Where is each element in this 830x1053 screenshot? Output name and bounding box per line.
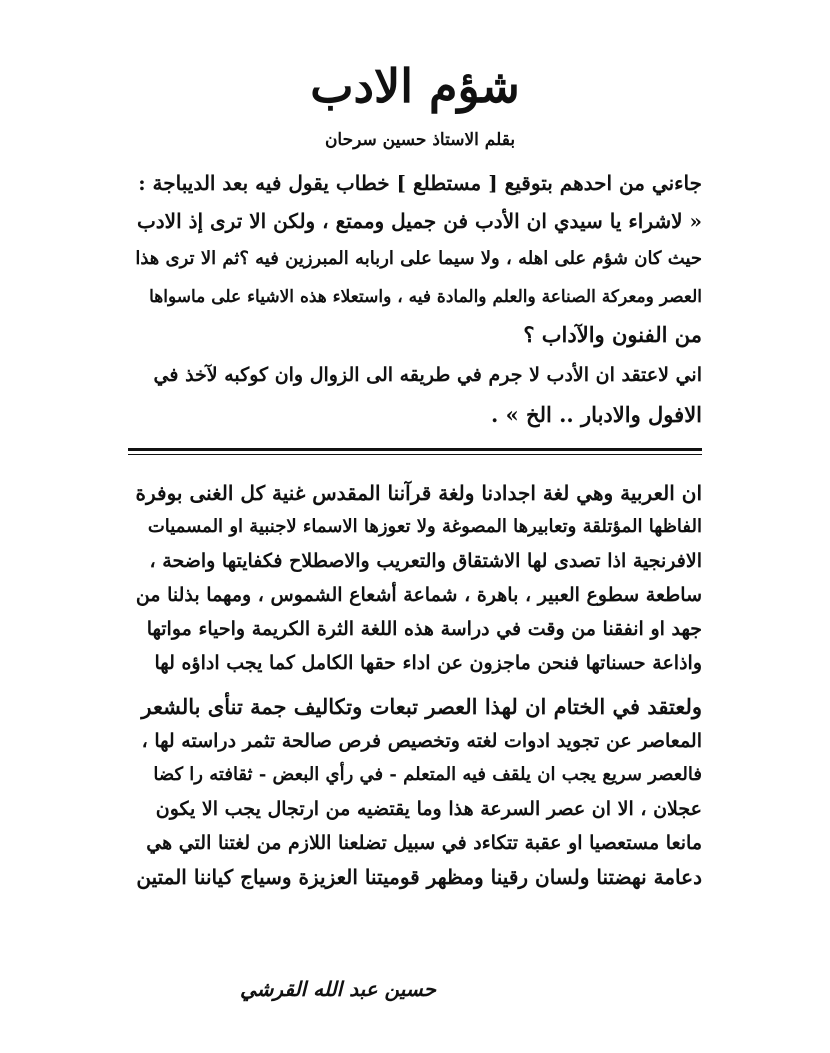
- body-line: مانعا مستعصيا او عقبة تتكاءد في سبيل تضلعنا اللازم من لغتنا التي هي: [146, 832, 702, 854]
- body-line: واذاعة حسناتها فنحن ماجزون عن اداء حقها الكامل كما يجب اداؤه لها: [154, 652, 702, 674]
- body-line: فالعصر سريع يجب ان يلقف فيه المتعلم - في رأي البعض - ثقافته را كضا: [153, 764, 702, 785]
- quote-line: اني لاعتقد ان الأدب لا جرم في طريقه الى الزوال وان كوكبه لآخذ في: [153, 364, 702, 386]
- body-line: الفاظها المؤتلقة وتعابيرها المصوغة ولا تعوزها الاسماء لاجنبية او المسميات: [147, 516, 702, 537]
- quote-line: جاءني من احدهم بتوقيع [ مستطلع ] خطاب يقول فيه بعد الديباجة :: [138, 171, 702, 195]
- body-line: جهد او انفقنا من وقت في دراسة هذه اللغة الثرة الكريمة واحياء مواتها: [146, 618, 702, 640]
- author-signature: حسين عبد الله القرشي: [239, 977, 437, 1001]
- quote-line: من الفنون والآداب ؟: [523, 322, 702, 347]
- quote-line: حيث كان شؤم على اهله ، ولا سيما على اربابه المبرزين فيه ؟ثم الا ترى هذا: [135, 248, 702, 269]
- body-line: عجلان ، الا ان عصر السرعة هذا وما يقتضيه من ارتجال يجب الا يكون: [155, 798, 702, 820]
- body-line: ساطعة سطوع العبير ، باهرة ، شماعة أشعاع الشموس ، ومهما بذلنا من: [135, 584, 702, 606]
- body-line: ولعتقد في الختام ان لهذا العصر تبعات وتكاليف جمة تنأى بالشعر: [141, 694, 702, 719]
- body-line: ان العربية وهي لغة اجدادنا ولغة قرآننا المقدس غنية كل الغنى بوفرة: [135, 481, 702, 505]
- section-divider: [128, 448, 702, 451]
- body-line: دعامة نهضتنا ولسان رقينا ومظهر قوميتنا العزيزة وسياج كياننا المتين: [136, 865, 702, 889]
- body-line: المعاصر عن تجويد ادوات لغته وتخصيص فرص صالحة تثمر دراسته لها ،: [141, 730, 702, 752]
- quote-line: الافول والادبار .. الخ » .: [490, 402, 702, 427]
- article-byline: بقلم الاستاذ حسين سرحان: [324, 130, 516, 150]
- quote-line: العصر ومعركة الصناعة والعلم والمادة فيه ، واستعلاء هذه الاشياء على ماسواها: [149, 287, 702, 307]
- article-title: شؤم الادب: [310, 59, 520, 113]
- quote-line: « لاشراء يا سيدي ان الأدب فن جميل وممتع ، ولكن الا ترى إذ الادب: [136, 209, 702, 233]
- body-line: الافرنجية اذا تصدى لها الاشتقاق والتعريب والاصطلاح فكفايتها واضحة ،: [149, 550, 702, 572]
